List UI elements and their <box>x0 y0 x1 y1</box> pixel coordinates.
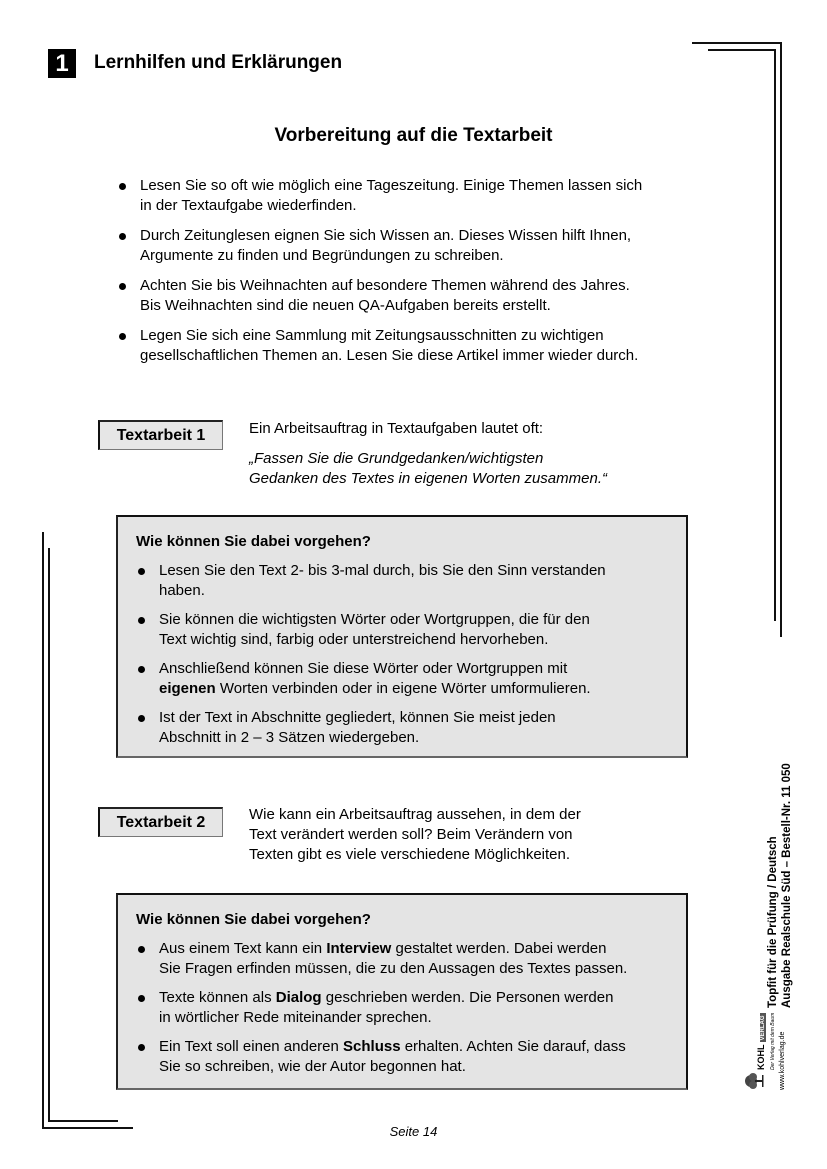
list-item-text: Aus einem Text kann ein <box>159 940 327 957</box>
list-item-line: haben. <box>159 582 205 599</box>
emphasis: Schluss <box>343 1038 401 1055</box>
publisher-imprint <box>742 752 802 1092</box>
list-item-text: Ein Text soll einen anderen <box>159 1038 344 1055</box>
textarbeit-1-steps-box <box>116 515 688 758</box>
list-item <box>136 561 676 601</box>
tree-icon <box>744 1072 764 1090</box>
textarbeit-1-intro <box>249 419 607 489</box>
list-item-line: Ist der Text in Abschnitte gegliedert, können Sie meist jeden <box>159 709 556 726</box>
page-number: Seite 14 <box>389 1124 438 1139</box>
textarbeit-1-intro-text: Ein Arbeitsauftrag in Textaufgaben lautet oft: <box>249 420 544 437</box>
chapter-number: 1 <box>48 49 76 78</box>
quote-line: „Fassen Sie die Grundgedanken/wichtigsten <box>249 450 544 467</box>
list-item-line: Achten Sie bis Weihnachten auf besondere Themen während des Jahres. <box>140 277 630 294</box>
list-item <box>136 1037 676 1077</box>
frame-bottom-left-inner-v <box>48 548 50 1122</box>
preparation-list <box>118 176 718 376</box>
textarbeit-2-intro <box>249 805 581 865</box>
emphasis: Interview <box>326 940 392 957</box>
publisher-badge: VERLAG <box>760 1015 766 1041</box>
frame-bottom-left-inner-h <box>48 1120 118 1122</box>
chapter-title: Lernhilfen und Erklärungen <box>94 52 343 73</box>
textarbeit-1-quote <box>249 449 607 489</box>
steps-list <box>136 939 676 1086</box>
list-item-line: Argumente zu finden und Begründungen zu schreiben. <box>140 247 504 264</box>
section-title-text: Vorbereitung auf die Textarbeit <box>274 125 553 146</box>
steps-list <box>136 561 676 757</box>
list-item-text: Texte können als <box>159 989 276 1006</box>
list-item-line: in wörtlicher Rede miteinander sprechen. <box>159 1009 432 1026</box>
list-item-line: Text wichtig sind, farbig oder unterstreichend hervorheben. <box>159 631 549 648</box>
book-title: Topfit für die Prüfung / Deutsch <box>767 836 779 1008</box>
list-item-text: geschrieben werden. Die Personen werden <box>321 989 614 1006</box>
textarbeit-1-label: Textarbeit 1 <box>98 420 223 450</box>
list-item-line: Lesen Sie so oft wie möglich eine Tageszeitung. Einige Themen lassen sich <box>140 177 643 194</box>
list-item-line: in der Textaufgabe wiederfinden. <box>140 197 357 214</box>
list-item <box>118 276 718 316</box>
publisher-slogan: Der Verlag mit dem Baum <box>770 1012 776 1070</box>
list-item-text: gestaltet werden. Dabei werden <box>391 940 607 957</box>
list-item <box>118 226 718 266</box>
frame-top-right-inner-h <box>708 49 775 51</box>
list-item <box>118 176 718 216</box>
list-item <box>136 988 676 1028</box>
list-item-line: Worten verbinden oder in eigene Wörter umformulieren. <box>215 680 591 697</box>
list-item <box>136 610 676 650</box>
list-item-text: erhalten. Achten Sie darauf, dass <box>400 1038 626 1055</box>
box-title: Wie können Sie dabei vorgehen? <box>136 533 371 550</box>
intro-line: Texten gibt es viele verschiedene Möglichkeiten. <box>249 846 571 863</box>
list-item <box>118 326 718 366</box>
intro-line: Wie kann ein Arbeitsauftrag aussehen, in dem der <box>249 806 581 823</box>
textarbeit-2-steps-box <box>116 893 688 1090</box>
list-item-line: Sie so schreiben, wie der Autor begonnen hat. <box>159 1058 466 1075</box>
list-item <box>136 708 676 748</box>
list-item-line: Abschnitt in 2 – 3 Sätzen wiedergeben. <box>159 729 420 746</box>
emphasis: Dialog <box>275 989 322 1006</box>
frame-bottom-left-outer-v <box>42 532 44 1129</box>
book-edition: Ausgabe Realschule Süd – Bestell-Nr. 11 050 <box>781 763 793 1008</box>
list-item-line: Sie können die wichtigsten Wörter oder Wortgruppen, die für den <box>159 611 590 628</box>
list-item-line: Legen Sie sich eine Sammlung mit Zeitungsausschnitten zu wichtigen <box>140 327 604 344</box>
intro-line: Text verändert werden soll? Beim Verändern von <box>249 826 573 843</box>
list-item-line: Durch Zeitunglesen eignen Sie sich Wissen an. Dieses Wissen hilft Ihnen, <box>140 227 632 244</box>
list-item-line: Bis Weihnachten sind die neuen QA-Aufgaben bereits erstellt. <box>140 297 551 314</box>
publisher-logo <box>742 1012 802 1092</box>
section-title <box>0 125 827 147</box>
list-item <box>136 659 676 699</box>
list-item-line: gesellschaftlichen Themen an. Lesen Sie diese Artikel immer wieder durch. <box>140 347 639 364</box>
list-item-line: Sie Fragen erfinden müssen, die zu den Aussagen des Textes passen. <box>159 960 628 977</box>
publisher-name-text: KOHL <box>756 1044 766 1070</box>
list-item-line: Anschließend können Sie diese Wörter oder Wortgruppen mit <box>159 660 568 677</box>
publisher-url: www.kohlverlag.de <box>779 1031 786 1090</box>
quote-line: Gedanken des Textes in eigenen Worten zusammen.“ <box>249 470 607 487</box>
textarbeit-2-label: Textarbeit 2 <box>98 807 223 837</box>
box-title: Wie können Sie dabei vorgehen? <box>136 911 371 928</box>
frame-top-right-outer-h <box>692 42 782 44</box>
emphasis: eigenen <box>159 680 216 697</box>
list-item-line: Lesen Sie den Text 2- bis 3-mal durch, bis Sie den Sinn verstanden <box>159 562 606 579</box>
list-item <box>136 939 676 979</box>
